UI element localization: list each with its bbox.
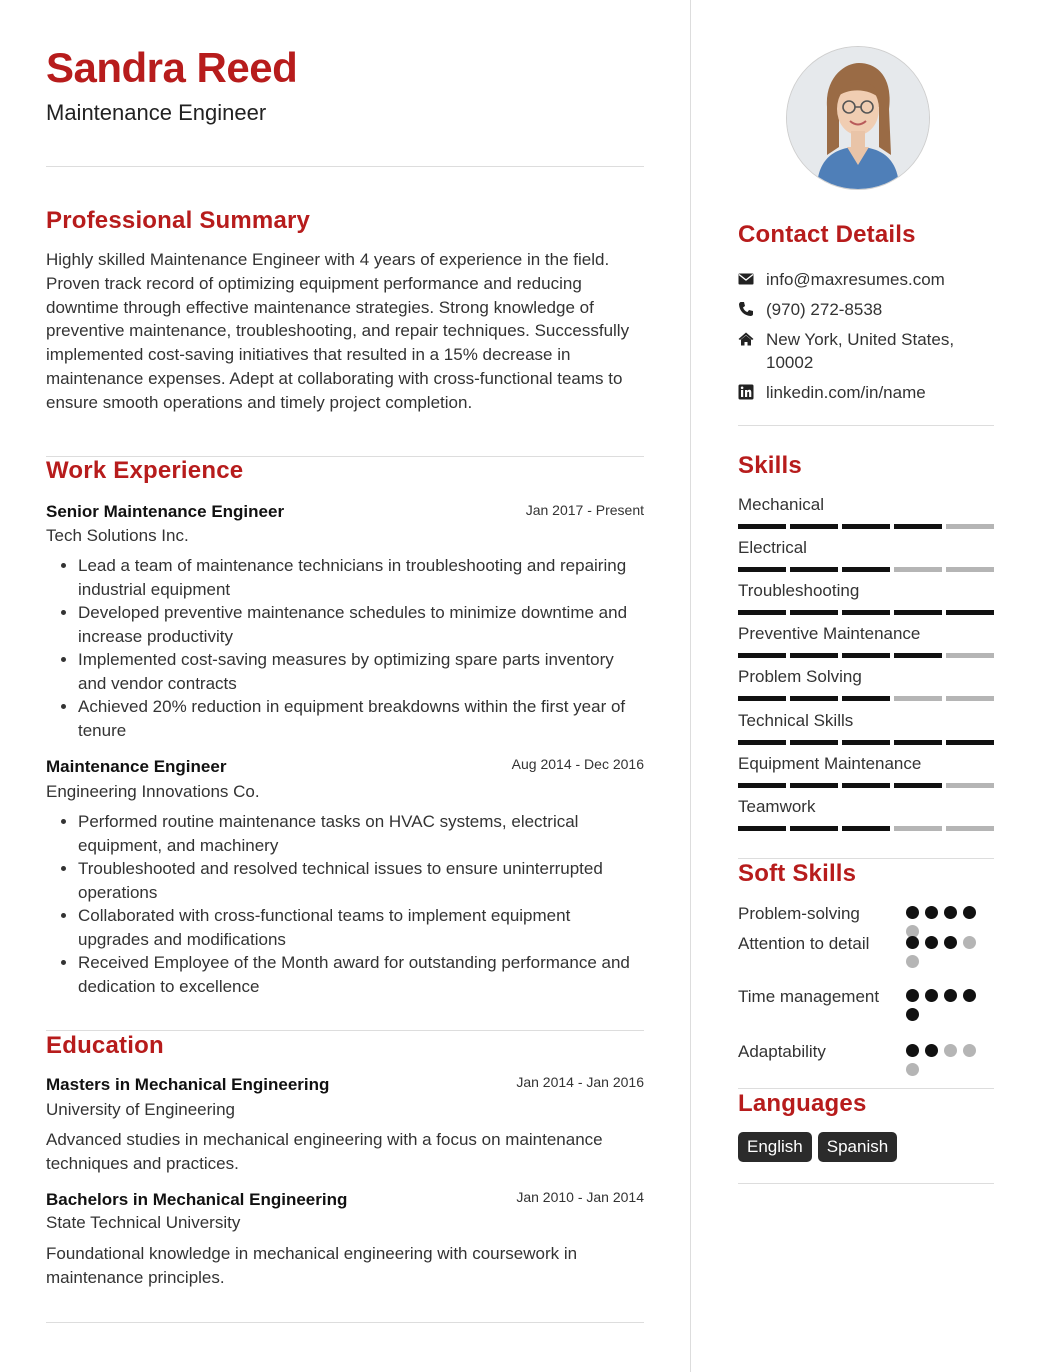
job-company: Engineering Innovations Co. bbox=[46, 782, 260, 801]
soft-skill-name: Adaptability bbox=[738, 1042, 826, 1061]
skill-segment-empty bbox=[946, 826, 994, 831]
skill-segment-empty bbox=[894, 826, 942, 831]
skill-level-bar bbox=[738, 524, 994, 529]
list-item: • Lead a team of maintenance technicians in troubleshooting and repairing industrial equipment bbox=[78, 554, 644, 601]
skills-title: Skills bbox=[738, 452, 802, 479]
skill-segment-filled bbox=[842, 610, 890, 615]
skill-segment-filled bbox=[894, 610, 942, 615]
linkedin-text[interactable]: linkedin.com/in/name bbox=[766, 383, 926, 402]
rating-dot-filled bbox=[906, 989, 919, 1002]
divider bbox=[46, 1030, 644, 1031]
list-item: • Received Employee of the Month award for outstanding performance and dedication to excellence bbox=[78, 951, 644, 998]
skill-segment-filled bbox=[790, 524, 838, 529]
skill-name: Teamwork bbox=[738, 796, 816, 816]
skill-segment-filled bbox=[790, 567, 838, 572]
skill-segment-empty bbox=[894, 696, 942, 701]
skill-name: Technical Skills bbox=[738, 710, 854, 730]
skill-segment-filled bbox=[842, 524, 890, 529]
skill-segment-filled bbox=[790, 826, 838, 831]
phone-icon bbox=[738, 301, 754, 317]
skill-level-bar bbox=[738, 653, 994, 658]
school-name: University of Engineering bbox=[46, 1100, 235, 1119]
envelope-icon bbox=[738, 271, 754, 287]
skill-segment-filled bbox=[738, 783, 786, 788]
degree-date: Jan 2014 - Jan 2016 bbox=[516, 1074, 644, 1090]
skill-segment-filled bbox=[842, 740, 890, 745]
skill-name: Troubleshooting bbox=[738, 581, 860, 601]
soft-skill-rating bbox=[906, 989, 990, 1021]
rating-dot-filled bbox=[963, 989, 976, 1002]
skill-segment-filled bbox=[790, 696, 838, 701]
rating-dot-filled bbox=[925, 936, 938, 949]
skill-segment-filled bbox=[790, 610, 838, 615]
soft-skill-name: Time management bbox=[738, 987, 880, 1006]
job-bullets bbox=[46, 554, 644, 742]
skill-segment-filled bbox=[946, 610, 994, 615]
skill-segment-filled bbox=[894, 783, 942, 788]
divider bbox=[46, 166, 644, 167]
experience-title: Work Experience bbox=[46, 457, 244, 484]
skill-segment-filled bbox=[842, 783, 890, 788]
list-item: • Troubleshooted and resolved technical issues to ensure uninterrupted operations bbox=[78, 857, 644, 904]
skill-segment-empty bbox=[946, 653, 994, 658]
skill-level-bar bbox=[738, 740, 994, 745]
linkedin-icon bbox=[738, 384, 754, 400]
job-date: Aug 2014 - Dec 2016 bbox=[511, 756, 644, 772]
skill-segment-filled bbox=[894, 524, 942, 529]
skill-segment-empty bbox=[946, 783, 994, 788]
school-name: State Technical University bbox=[46, 1213, 241, 1232]
skill-segment-filled bbox=[790, 653, 838, 658]
languages-title: Languages bbox=[738, 1090, 867, 1117]
list-item: • Performed routine maintenance tasks on HVAC systems, electrical equipment, and machinery bbox=[78, 810, 644, 857]
rating-dot-filled bbox=[944, 936, 957, 949]
skill-name: Problem Solving bbox=[738, 667, 862, 687]
job-company: Tech Solutions Inc. bbox=[46, 526, 189, 545]
list-item: • Achieved 20% reduction in equipment breakdowns within the first year of tenure bbox=[78, 695, 644, 742]
candidate-role: Maintenance Engineer bbox=[46, 100, 267, 125]
column-divider bbox=[690, 0, 691, 1372]
summary-text: Highly skilled Maintenance Engineer with 4 years of experience in the field. Proven track record of optimizing equipment performance and reducing downtime through effective maintenance strategies. Strong knowledge of preventive maintenance, troubleshooting, and repair techniques. Successfully implemented cost-saving initiatives that resulted in a 15% decrease in maintenance expenses. Adept at collaborating with cross-functional teams to ensure smooth operations and timely project completion. bbox=[46, 250, 630, 412]
summary-title: Professional Summary bbox=[46, 207, 311, 234]
skill-segment-filled bbox=[738, 610, 786, 615]
job-bullets bbox=[46, 810, 644, 998]
language-tag: Spanish bbox=[818, 1132, 897, 1162]
rating-dot-filled bbox=[906, 906, 919, 919]
skill-segment-filled bbox=[842, 567, 890, 572]
skill-segment-filled bbox=[842, 696, 890, 701]
soft-skill-rating bbox=[906, 936, 990, 968]
avatar-portrait bbox=[787, 47, 929, 189]
skill-segment-empty bbox=[894, 567, 942, 572]
divider bbox=[738, 858, 994, 859]
rating-dot-empty bbox=[963, 936, 976, 949]
skill-name: Equipment Maintenance bbox=[738, 753, 922, 773]
divider bbox=[738, 1088, 994, 1089]
rating-dot-empty bbox=[963, 1044, 976, 1057]
job-title: Senior Maintenance Engineer bbox=[46, 502, 285, 521]
job-date: Jan 2017 - Present bbox=[525, 502, 644, 518]
candidate-name: Sandra Reed bbox=[46, 44, 298, 91]
email-text[interactable]: info@maxresumes.com bbox=[766, 270, 945, 289]
rating-dot-filled bbox=[925, 1044, 938, 1057]
rating-dot-filled bbox=[906, 936, 919, 949]
skill-name: Electrical bbox=[738, 538, 807, 558]
skill-segment-filled bbox=[738, 696, 786, 701]
skill-level-bar bbox=[738, 783, 994, 788]
skill-level-bar bbox=[738, 696, 994, 701]
skill-level-bar bbox=[738, 567, 994, 572]
skill-segment-filled bbox=[790, 740, 838, 745]
list-item: • Developed preventive maintenance schedules to minimize downtime and increase productivity bbox=[78, 601, 644, 648]
list-item: • Collaborated with cross-functional teams to implement equipment upgrades and modifications bbox=[78, 904, 644, 951]
skill-segment-empty bbox=[946, 524, 994, 529]
soft-skills-title: Soft Skills bbox=[738, 860, 857, 887]
address-text: New York, United States, 10002 bbox=[766, 330, 955, 372]
skill-segment-filled bbox=[946, 740, 994, 745]
skill-segment-filled bbox=[738, 826, 786, 831]
rating-dot-empty bbox=[944, 1044, 957, 1057]
skill-segment-filled bbox=[894, 653, 942, 658]
skill-name: Preventive Maintenance bbox=[738, 624, 921, 644]
degree-title: Bachelors in Mechanical Engineering bbox=[46, 1190, 348, 1209]
skill-segment-filled bbox=[894, 740, 942, 745]
divider bbox=[46, 1322, 644, 1323]
education-title: Education bbox=[46, 1032, 164, 1059]
rating-dot-empty bbox=[906, 955, 919, 968]
divider bbox=[738, 425, 994, 426]
skill-segment-filled bbox=[738, 740, 786, 745]
degree-description: Foundational knowledge in mechanical engineering with coursework in maintenance principles. bbox=[46, 1244, 578, 1287]
rating-dot-filled bbox=[925, 989, 938, 1002]
languages-list bbox=[738, 1132, 897, 1162]
skill-segment-filled bbox=[738, 653, 786, 658]
degree-date: Jan 2010 - Jan 2014 bbox=[516, 1189, 644, 1205]
skill-segment-empty bbox=[946, 696, 994, 701]
rating-dot-filled bbox=[944, 906, 957, 919]
soft-skill-rating bbox=[906, 906, 990, 938]
job-title: Maintenance Engineer bbox=[46, 757, 227, 776]
soft-skill-rating bbox=[906, 1044, 990, 1076]
skill-segment-filled bbox=[738, 524, 786, 529]
skill-segment-filled bbox=[842, 826, 890, 831]
rating-dot-filled bbox=[944, 989, 957, 1002]
rating-dot-filled bbox=[925, 906, 938, 919]
rating-dot-filled bbox=[906, 1044, 919, 1057]
degree-title: Masters in Mechanical Engineering bbox=[46, 1075, 330, 1094]
skill-segment-filled bbox=[842, 653, 890, 658]
phone-text[interactable]: (970) 272-8538 bbox=[766, 300, 883, 319]
skill-segment-empty bbox=[946, 567, 994, 572]
rating-dot-filled bbox=[963, 906, 976, 919]
skill-name: Mechanical bbox=[738, 495, 824, 514]
avatar bbox=[786, 46, 930, 190]
home-icon bbox=[738, 331, 754, 347]
divider bbox=[738, 1183, 994, 1184]
contact-title: Contact Details bbox=[738, 221, 916, 248]
skill-segment-filled bbox=[738, 567, 786, 572]
list-item: • Implemented cost-saving measures by optimizing spare parts inventory and vendor contracts bbox=[78, 648, 644, 695]
language-tag: English bbox=[738, 1132, 812, 1162]
skill-segment-filled bbox=[790, 783, 838, 788]
rating-dot-empty bbox=[906, 1063, 919, 1076]
skill-level-bar bbox=[738, 610, 994, 615]
soft-skill-name: Attention to detail bbox=[738, 934, 870, 953]
rating-dot-filled bbox=[906, 1008, 919, 1021]
skill-level-bar bbox=[738, 826, 994, 831]
soft-skill-name: Problem-solving bbox=[738, 904, 860, 923]
degree-description: Advanced studies in mechanical engineering with a focus on maintenance techniques and practices. bbox=[46, 1130, 603, 1173]
